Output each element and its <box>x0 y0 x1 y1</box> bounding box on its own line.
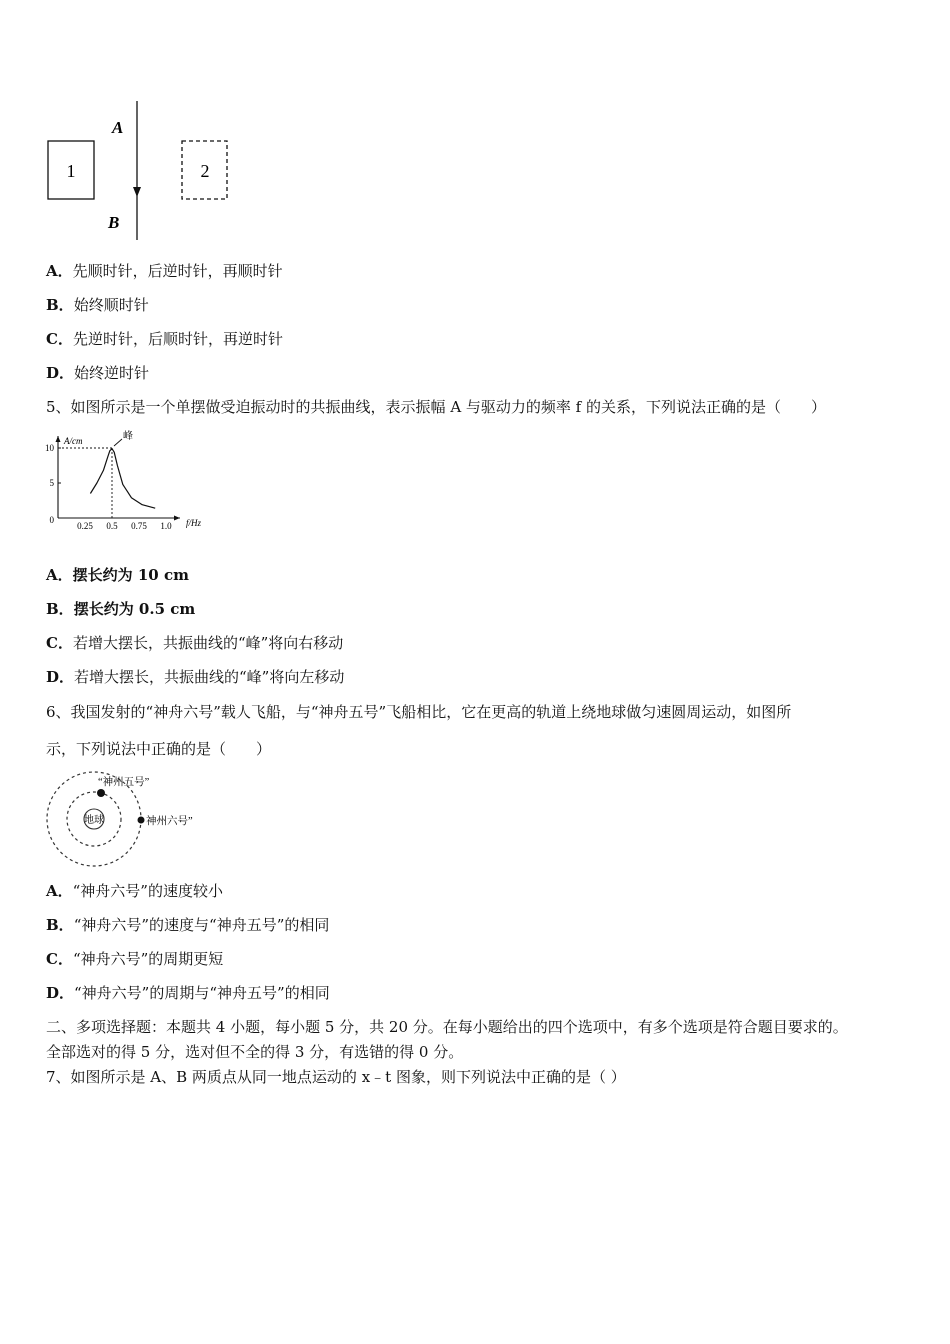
q6-option-a: A．“神舟六号”的速度较小 <box>46 882 223 900</box>
resonance-chart <box>40 422 210 537</box>
origin-label: 0 <box>49 515 54 525</box>
q6-option-b: B．“神舟六号”的速度与“神舟五号”的相同 <box>46 916 330 934</box>
q4-option-a: A．先顺时针，后逆时针，再顺时针 <box>46 262 283 280</box>
y-tick-label: 10 <box>45 443 54 453</box>
q5-option-c: C．若增大摆长，共振曲线的“峰”将向右移动 <box>46 634 344 652</box>
y-tick-label: 5 <box>49 478 54 488</box>
q5-stem: 5、如图所示是一个单摆做受迫振动时的共振曲线，表示振幅 A 与驱动力的频率 f 的关系，下列说法正确的是（ ） <box>46 398 827 416</box>
shenzhou6-satellite <box>138 817 145 824</box>
q6-stem-line2: 示，下列说法中正确的是（ ） <box>46 740 272 758</box>
y-axis-label: A/cm <box>64 436 83 446</box>
q6-option-c: C．“神舟六号”的周期更短 <box>46 950 224 968</box>
q7-stem: 7、如图所示是 A、B 两质点从同一地点运动的 x﹣t 图象，则下列说法中正确的是（ ） <box>46 1068 626 1086</box>
q4-option-c: C．先逆时针，后顺时针，再逆时针 <box>46 330 283 348</box>
q5-option-b: B．摆长约为 0.5 cm <box>46 600 196 618</box>
loop-current-figure <box>40 95 240 245</box>
x-axis-arrow <box>174 516 180 521</box>
earth-label: 地球 <box>84 815 104 826</box>
x-tick-label: 0.75 <box>131 521 147 531</box>
section2-line2: 全部选对的得 5 分，选对但不全的得 3 分，有选错的得 0 分。 <box>46 1043 464 1061</box>
loop-1-label: 1 <box>66 161 76 181</box>
x-axis-label: f/Hz <box>186 518 202 528</box>
q5-option-a: A．摆长约为 10 cm <box>46 566 189 584</box>
q6-stem-line1: 6、我国发射的“神舟六号”载人飞船，与“神舟五号”飞船相比，它在更高的轨道上绕地球做匀速圆周运动，如图所 <box>46 703 792 721</box>
current-arrow <box>133 187 141 197</box>
shenzhou6-label: 神州六号” <box>146 816 193 827</box>
section2-line1: 二、多项选择题：本题共 4 小题，每小题 5 分，共 20 分。在每小题给出的四个选项中，有多个选项是符合题目要求的。 <box>46 1018 848 1036</box>
peak-pointer <box>114 439 122 446</box>
resonance-curve <box>90 449 155 509</box>
y-axis-arrow <box>56 436 61 442</box>
orbit-figure <box>40 768 215 870</box>
x-tick-label: 1.0 <box>160 521 172 531</box>
q6-option-d: D．“神舟六号”的周期与“神舟五号”的相同 <box>46 984 330 1002</box>
shenzhou5-satellite <box>97 789 105 797</box>
x-tick-label: 0.25 <box>77 521 93 531</box>
q4-option-b: B．始终顺时针 <box>46 296 149 314</box>
x-tick-label: 0.5 <box>106 521 118 531</box>
label-b: B <box>108 213 120 232</box>
label-a: A <box>112 118 124 137</box>
peak-annotation: 峰 <box>123 431 133 442</box>
loop-2-label: 2 <box>200 161 210 181</box>
q5-option-d: D．若增大摆长，共振曲线的“峰”将向左移动 <box>46 668 345 686</box>
q4-option-d: D．始终逆时针 <box>46 364 150 382</box>
shenzhou5-label: “神州五号” <box>98 777 150 788</box>
